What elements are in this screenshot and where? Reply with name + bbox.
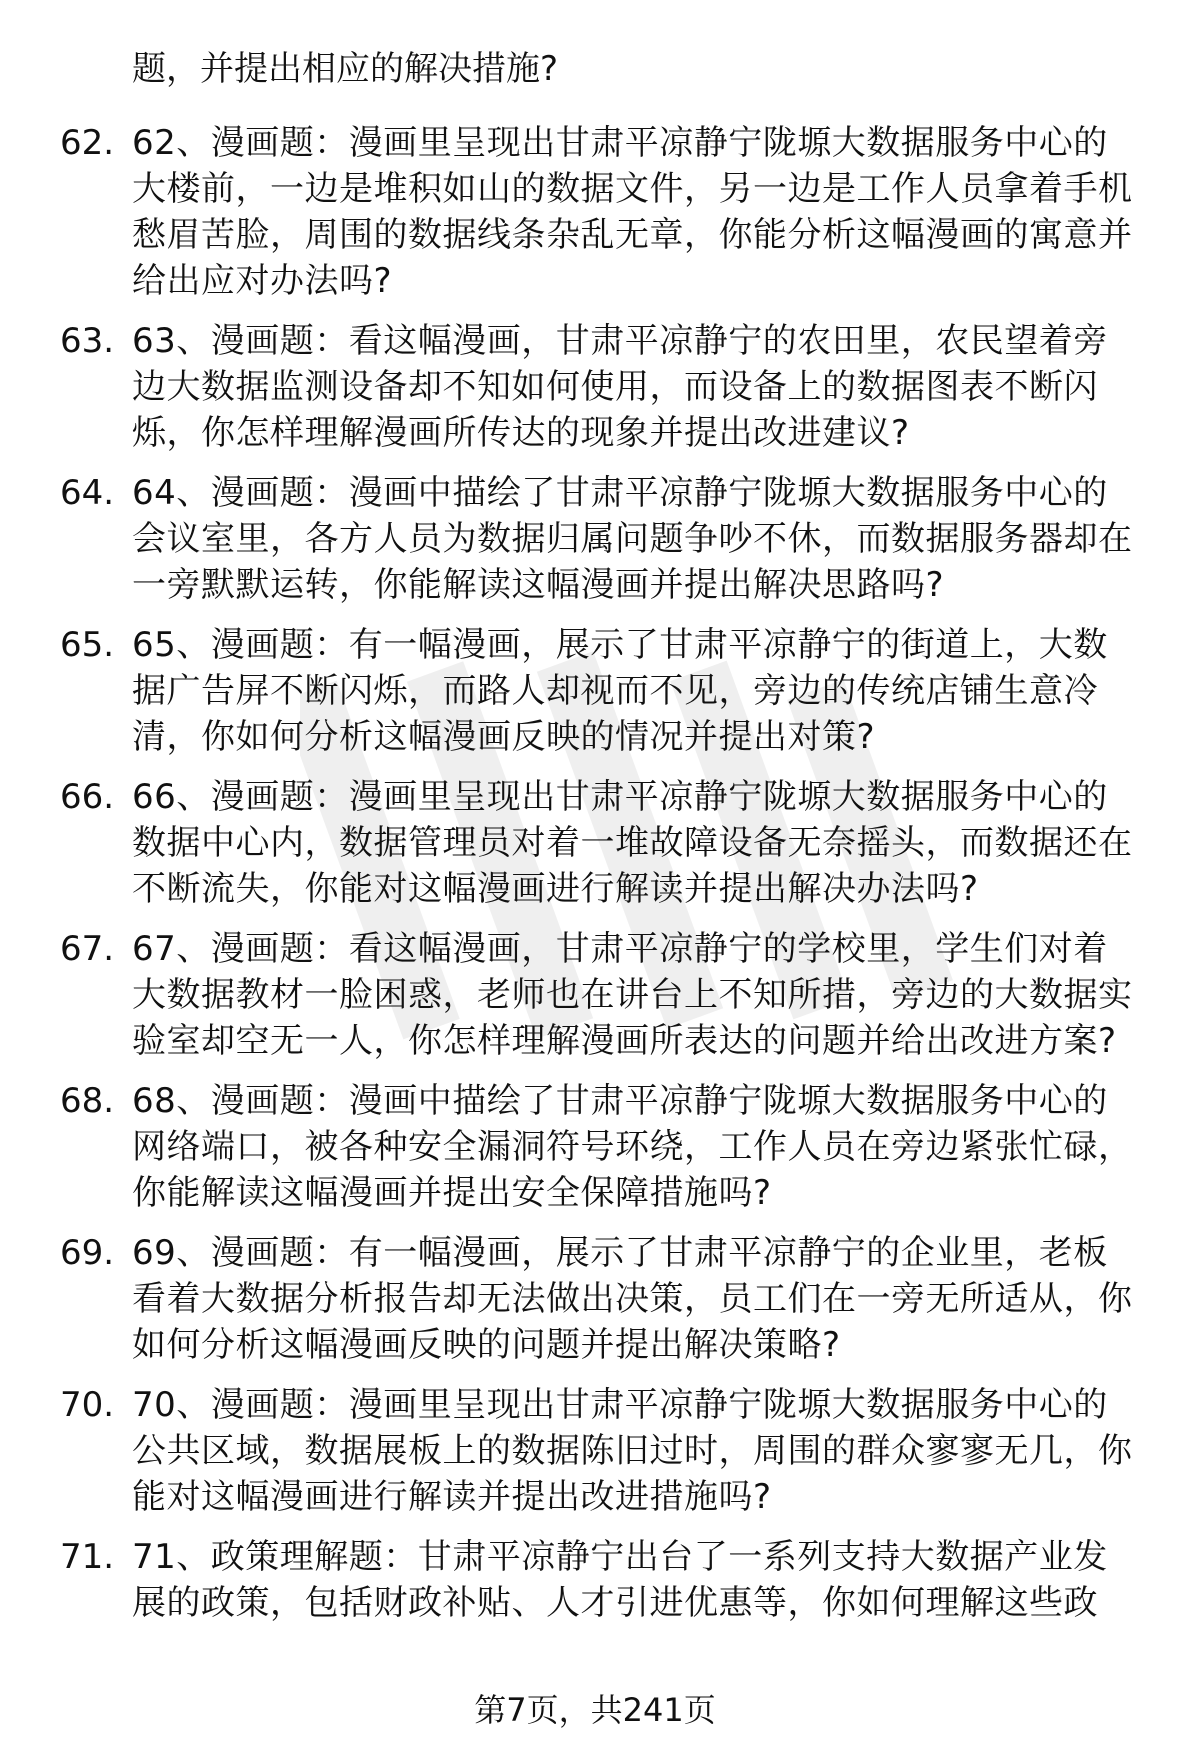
question-number: 66. (60, 777, 115, 817)
question-number: 64. (60, 473, 115, 513)
question-number: 68. (60, 1081, 115, 1121)
question-item (60, 1534, 1150, 1626)
question-number: 63. (60, 321, 115, 361)
question-text: 65、漫画题：有一幅漫画，展示了甘肃平凉静宁的街道上，大数据广告屏不断闪烁，而路人却视而不见，旁边的传统店铺生意冷清，你如何分析这幅漫画反映的情况并提出对策? (132, 625, 1108, 757)
continuation-text: 题，并提出相应的解决措施? (132, 49, 559, 89)
question-number: 67. (60, 929, 115, 969)
question-item (60, 774, 1150, 912)
question-text: 63、漫画题：看这幅漫画，甘肃平凉静宁的农田里，农民望着旁边大数据监测设备却不知如何使用，而设备上的数据图表不断闪烁，你怎样理解漫画所传达的现象并提出改进建议? (132, 321, 1108, 453)
question-item (60, 318, 1150, 456)
question-text: 71、政策理解题：甘肃平凉静宁出台了一系列支持大数据产业发展的政策，包括财政补贴、人才引进优惠等，你如何理解这些政 (132, 1537, 1108, 1623)
question-text: 66、漫画题：漫画里呈现出甘肃平凉静宁陇塬大数据服务中心的数据中心内，数据管理员对着一堆故障设备无奈摇头，而数据还在不断流失，你能对这幅漫画进行解读并提出解决办法吗? (132, 777, 1133, 909)
question-text: 64、漫画题：漫画中描绘了甘肃平凉静宁陇塬大数据服务中心的会议室里，各方人员为数据归属问题争吵不休，而数据服务器却在一旁默默运转，你能解读这幅漫画并提出解决思路吗? (132, 473, 1133, 605)
question-text: 70、漫画题：漫画里呈现出甘肃平凉静宁陇塬大数据服务中心的公共区域，数据展板上的数据陈旧过时，周围的群众寥寥无几，你能对这幅漫画进行解读并提出改进措施吗? (132, 1385, 1133, 1517)
question-item (60, 926, 1150, 1064)
question-text: 68、漫画题：漫画中描绘了甘肃平凉静宁陇塬大数据服务中心的网络端口，被各种安全漏洞符号环绕，工作人员在旁边紧张忙碌，你能解读这幅漫画并提出安全保障措施吗? (132, 1081, 1133, 1213)
question-text: 62、漫画题：漫画里呈现出甘肃平凉静宁陇塬大数据服务中心的大楼前，一边是堆积如山的数据文件，另一边是工作人员拿着手机愁眉苦脸，周围的数据线条杂乱无章，你能分析这幅漫画的寓意并给出应对办法吗? (132, 123, 1133, 301)
page-footer: 第7页，共241页 (474, 1691, 716, 1729)
question-number: 71. (60, 1537, 115, 1577)
question-item (60, 470, 1150, 608)
question-item (60, 622, 1150, 760)
question-number: 69. (60, 1233, 115, 1273)
question-item (60, 1382, 1150, 1520)
question-item (60, 1230, 1150, 1368)
question-text: 69、漫画题：有一幅漫画，展示了甘肃平凉静宁的企业里，老板看着大数据分析报告却无法做出决策，员工们在一旁无所适从，你如何分析这幅漫画反映的问题并提出解决策略? (132, 1233, 1133, 1365)
question-item (60, 120, 1150, 304)
question-list (60, 120, 1150, 1640)
question-text: 67、漫画题：看这幅漫画，甘肃平凉静宁的学校里，学生们对着大数据教材一脸困惑，老师也在讲台上不知所措，旁边的大数据实验室却空无一人，你怎样理解漫画所表达的问题并给出改进方案? (132, 929, 1133, 1061)
question-number: 65. (60, 625, 115, 665)
question-item (60, 1078, 1150, 1216)
question-number: 62. (60, 123, 115, 163)
question-number: 70. (60, 1385, 115, 1425)
